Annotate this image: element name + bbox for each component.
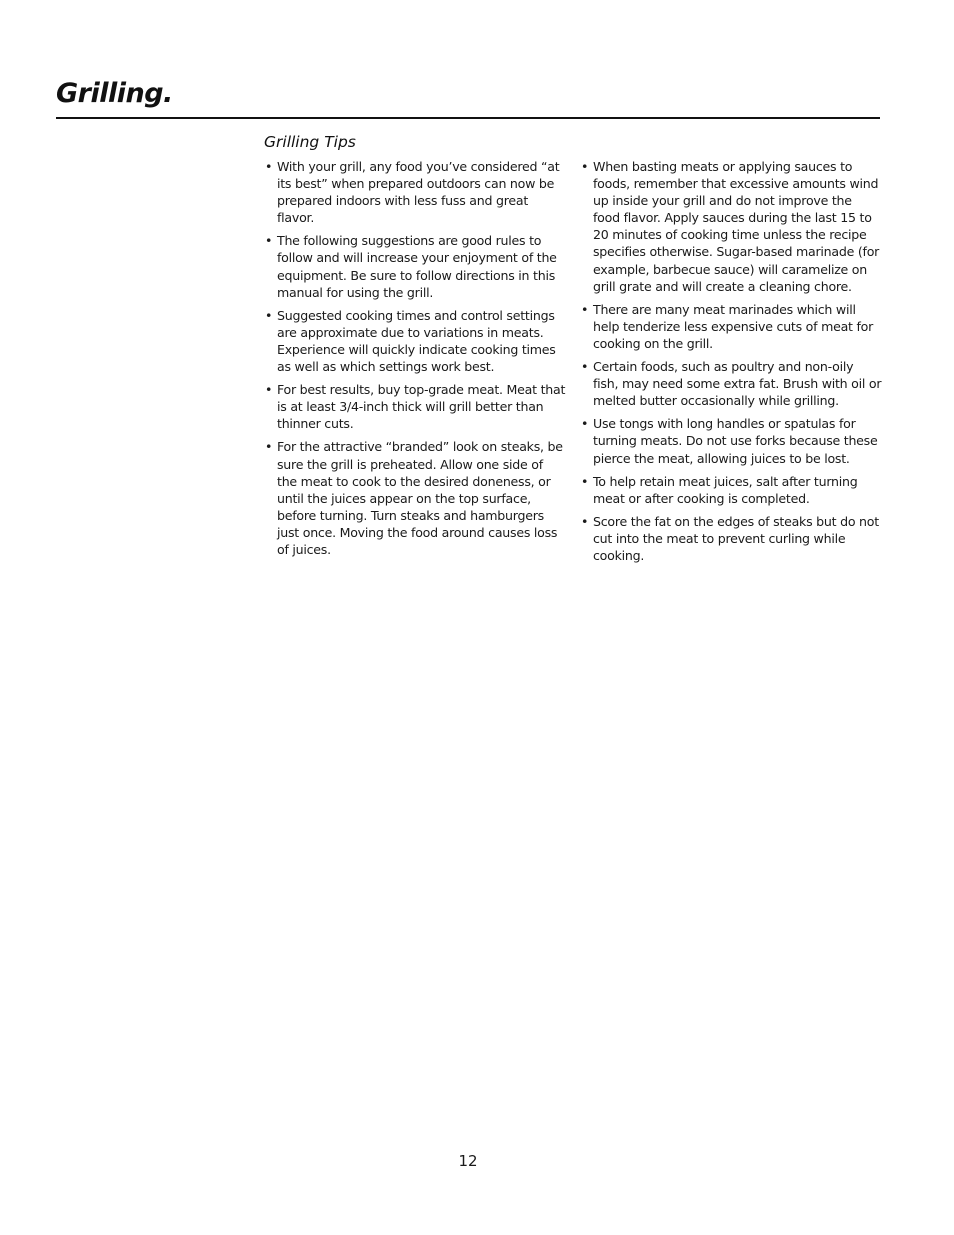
tips-list-right bbox=[580, 158, 882, 570]
bullet-icon: • bbox=[265, 382, 273, 398]
list-item bbox=[580, 513, 882, 564]
tip-text: For best results, buy top-grade meat. Meat that is at least 3/4-inch thick will grill better than thinner cuts. bbox=[277, 382, 566, 432]
bullet-icon: • bbox=[265, 159, 273, 174]
list-item bbox=[264, 158, 566, 226]
list-item bbox=[264, 438, 566, 558]
list-item bbox=[264, 232, 566, 300]
tip-text: The following suggestions are good rules to follow and will increase your enjoyment of the equipment. Be sure to follow directions in this manual for using the grill. bbox=[277, 233, 557, 300]
tip-text: To help retain meat juices, salt after turning meat or after cooking is completed. bbox=[593, 473, 858, 506]
list-item bbox=[580, 415, 882, 466]
list-item bbox=[580, 473, 882, 507]
bullet-icon: • bbox=[581, 159, 589, 174]
bullet-icon: • bbox=[265, 233, 273, 249]
bullet-icon: • bbox=[581, 359, 589, 375]
list-item bbox=[264, 381, 566, 432]
list-item bbox=[264, 307, 566, 375]
section-heading: Grilling Tips bbox=[264, 133, 356, 151]
list-item bbox=[580, 301, 882, 352]
tip-text: There are many meat marinades which will help tenderize less expensive cuts of meat for cooking on the grill. bbox=[593, 301, 874, 351]
tip-text: With your grill, any food you’ve considered “at its best” when prepared outdoors can now be prepared indoors with less fuss and great flavor. bbox=[277, 159, 560, 226]
tips-list-left bbox=[264, 158, 566, 564]
bullet-icon: • bbox=[581, 416, 589, 432]
tip-text: For the attractive “branded” look on steaks, be sure the grill is preheated. Allow one side of the meat to cook to the desired doneness, or until the juices appear on the top surface, before turning. Turn steaks and hamburgers just once. Moving the food around causes loss of juices. bbox=[277, 439, 563, 557]
title-divider bbox=[56, 117, 880, 119]
bullet-icon: • bbox=[265, 307, 273, 323]
list-item bbox=[580, 358, 882, 409]
bullet-icon: • bbox=[581, 473, 589, 489]
bullet-icon: • bbox=[265, 439, 273, 455]
bullet-icon: • bbox=[581, 301, 589, 317]
tip-text: When basting meats or applying sauces to foods, remember that excessive amounts wind up inside your grill and do not improve the food flavor. Apply sauces during the last 15 to 20 minutes of cooking time unless the recipe specifies otherwise. Sugar-based marinade (for example, barbecue sauce) will caramelize on grill grate and will create a cleaning chore. bbox=[593, 159, 880, 294]
tip-text: Use tongs with long handles or spatulas for turning meats. Do not use forks because these pierce the meat, allowing juices to be lost. bbox=[593, 416, 878, 466]
bullet-icon: • bbox=[581, 513, 589, 529]
tip-text: Suggested cooking times and control settings are approximate due to variations in meats. Experience will quickly indicate cooking times as well as which settings work best. bbox=[277, 307, 556, 375]
tip-text: Certain foods, such as poultry and non-oily fish, may need some extra fat. Brush with oil or melted butter occasionally while grilling. bbox=[593, 359, 882, 409]
tip-text: Score the fat on the edges of steaks but do not cut into the meat to prevent curling while cooking. bbox=[593, 513, 879, 563]
list-item bbox=[580, 158, 882, 295]
page-number: 12 bbox=[458, 1152, 478, 1170]
page-title: Grilling. bbox=[56, 78, 173, 109]
